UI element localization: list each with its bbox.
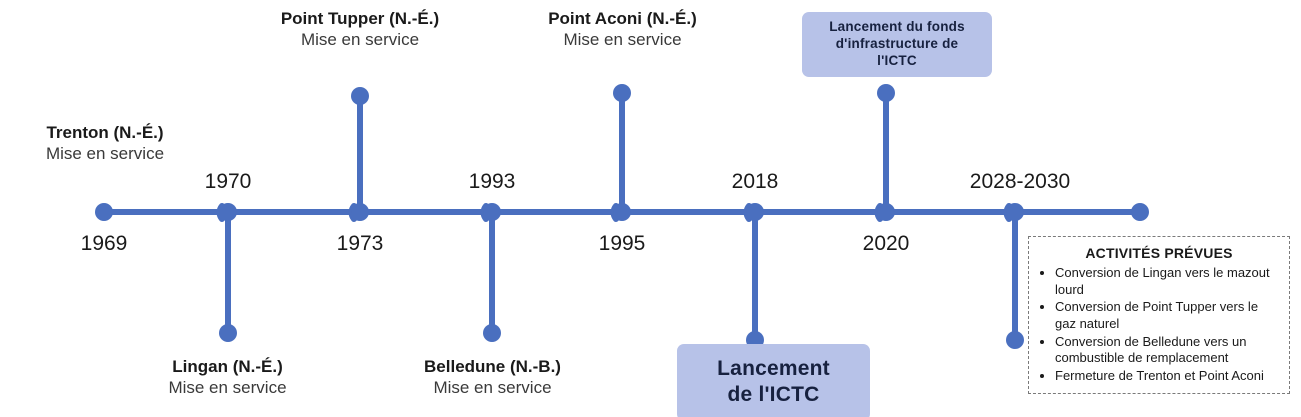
dot-2020 [877, 203, 895, 221]
event-title-belledune: Belledune (N.-B.) [424, 357, 561, 376]
year-2028-2030: 2028-2030 [969, 170, 1071, 193]
event-subtitle-trenton: Mise en service [45, 144, 165, 164]
dot-point-aconi [613, 84, 631, 102]
planned-activities-box [1028, 236, 1290, 394]
list-item: • Fermeture de Trenton et Point Aconi [1055, 368, 1279, 385]
event-label-belledune [375, 356, 610, 399]
event-title-trenton: Trenton (N.-É.) [46, 123, 164, 142]
dot-fonds [877, 84, 895, 102]
year-1973: 1973 [336, 232, 384, 255]
dot-belledune [483, 324, 501, 342]
dot-end [1131, 203, 1149, 221]
chip-lancement-line2: de l'ICTC [727, 383, 820, 407]
event-title-point-tupper: Point Tupper (N.-É.) [280, 9, 440, 28]
dot-activites [1006, 331, 1024, 349]
chip-fonds-line3: l'ICTC [877, 52, 917, 68]
planned-activities-list [1039, 265, 1279, 384]
year-2020: 2020 [862, 232, 910, 255]
dot-lingan [219, 324, 237, 342]
chip-lancement-line1: Lancement [717, 357, 830, 380]
year-1970: 1970 [204, 170, 252, 193]
dot-1995 [613, 203, 631, 221]
dot-1973 [351, 203, 369, 221]
chip-fonds-infrastructure [802, 12, 992, 77]
chip-fonds-line1: Lancement du fonds [829, 19, 965, 34]
year-2018: 2018 [731, 170, 779, 193]
event-subtitle-lingan: Mise en service [168, 378, 287, 398]
dot-1970 [219, 203, 237, 221]
year-1995: 1995 [598, 232, 646, 255]
list-item: • Conversion de Point Tupper vers le gaz naturel [1055, 299, 1279, 332]
event-label-point-aconi [505, 8, 740, 51]
dot-1969 [95, 203, 113, 221]
year-1993: 1993 [468, 170, 516, 193]
event-label-lingan [110, 356, 345, 399]
dot-point-tupper [351, 87, 369, 105]
event-subtitle-belledune: Mise en service [433, 378, 552, 398]
list-item: • Conversion de Belledune vers un combustible de remplacement [1055, 334, 1279, 367]
list-item: • Conversion de Lingan vers le mazout lourd [1055, 265, 1279, 298]
event-subtitle-point-aconi: Mise en service [563, 30, 682, 50]
event-subtitle-point-tupper: Mise en service [300, 30, 420, 50]
planned-activities-title: ACTIVITÉS PRÉVUES [1085, 245, 1233, 261]
event-title-lingan: Lingan (N.-É.) [172, 357, 283, 376]
event-title-point-aconi: Point Aconi (N.-É.) [548, 9, 697, 28]
chip-lancement-ictc [677, 344, 870, 417]
dot-1993 [483, 203, 501, 221]
event-label-trenton [0, 122, 210, 165]
event-label-point-tupper [240, 8, 480, 51]
year-1969: 1969 [80, 232, 128, 255]
chip-fonds-line2: d'infrastructure de [835, 35, 959, 51]
dot-2028 [1006, 203, 1024, 221]
dot-2018 [746, 203, 764, 221]
